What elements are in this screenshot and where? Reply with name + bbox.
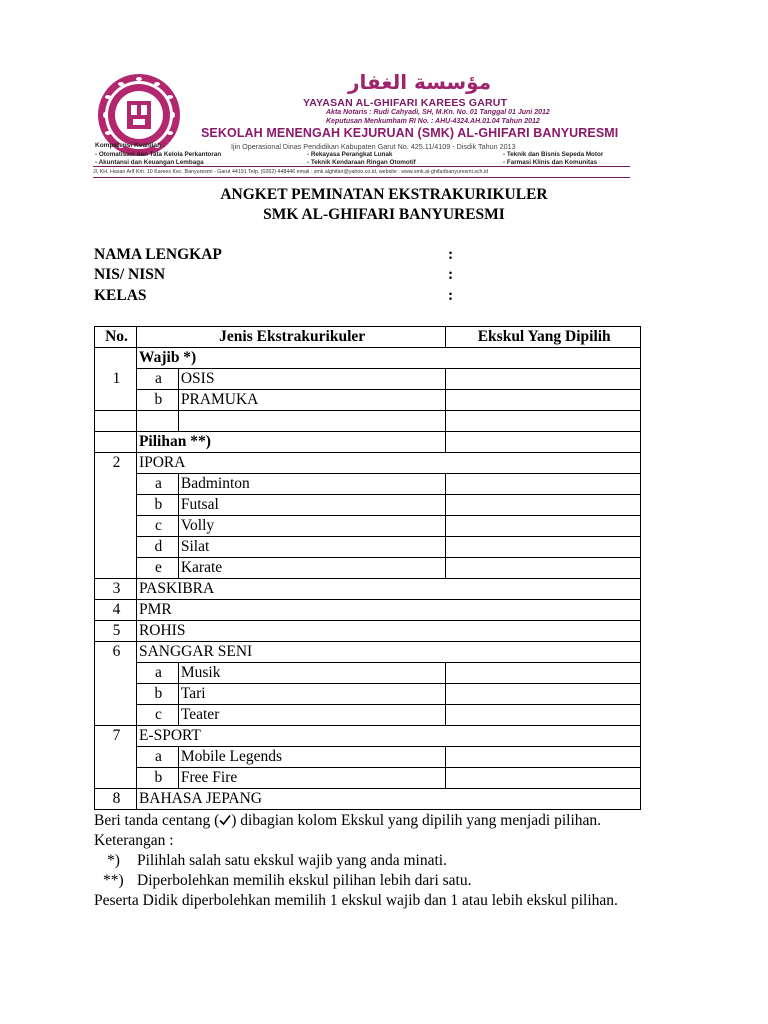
operational-permit: Ijin Operasional Dinas Pendidikan Kabupaten Garut No. 425.11/4109 - Disdik Tahun 2013 (231, 142, 516, 151)
row-letter: a (136, 747, 178, 768)
row-letter: b (136, 768, 178, 789)
section-row-pilihan (95, 432, 641, 453)
selection-cell[interactable] (446, 705, 641, 726)
ministry-decree: Keputusan Menkumham RI No. : AHU-4324.AH.01.04 Tahun 2012 (326, 118, 540, 125)
field-label-nis: NIS/ NISN (94, 266, 166, 283)
table-row (95, 600, 641, 621)
table-row (95, 642, 641, 663)
selection-cell[interactable] (446, 369, 641, 390)
row-number: 5 (95, 621, 137, 642)
selection-cell[interactable] (446, 516, 641, 537)
table-row (95, 516, 641, 537)
activity-name: Volly (178, 516, 446, 537)
activity-name: Tari (178, 684, 446, 705)
table-header-row (95, 327, 641, 348)
selection-cell[interactable] (446, 663, 641, 684)
header-activity: Jenis Ekstrakurikuler (136, 327, 445, 348)
table-row (95, 663, 641, 684)
competency-item: - Teknik Kendaraan Ringan Otomotif (307, 159, 416, 166)
school-address: Jl. KH. Hasan Arif Km. 10 Karees Kec. Banyuresmi - Garut 44191 Telp. (0262) 448446 email : smk.alghifari@yahoo.co.id, website : www.smk.al-ghifaribanyuresmi.sch.id (93, 169, 489, 175)
activity-name: PMR (136, 600, 640, 621)
section-label-wajib: Wajib *) (136, 348, 640, 369)
notes-heading: Keterangan : (94, 832, 174, 849)
note-marker: *) (107, 852, 120, 869)
row-letter: b (136, 495, 178, 516)
activity-group-name: E-SPORT (136, 726, 640, 747)
field-colon: : (448, 246, 454, 263)
activity-group-name: IPORA (136, 453, 640, 474)
selection-cell[interactable] (446, 411, 641, 432)
activity-name: Musik (178, 663, 446, 684)
final-note: Peserta Didik diperbolehkan memilih 1 ekskul wajib dan 1 atau lebih ekskul pilihan. (94, 892, 618, 909)
note-marker: **) (103, 872, 124, 889)
header-selected: Ekskul Yang Dipilih (446, 327, 641, 348)
table-row (95, 621, 641, 642)
row-letter: e (136, 558, 178, 579)
table-row (95, 684, 641, 705)
competency-item: - Akuntansi dan Keuangan Lembaga (95, 159, 204, 166)
letterhead-divider (93, 166, 630, 167)
row-letter: d (136, 537, 178, 558)
row-number: 7 (95, 726, 137, 747)
table-row-blank (95, 411, 641, 432)
competency-label: Kompetensi Keahlian : (95, 142, 166, 149)
activity-group-name: SANGGAR SENI (136, 642, 640, 663)
selection-cell[interactable] (446, 558, 641, 579)
activity-name: ROHIS (136, 621, 640, 642)
selection-cell[interactable] (446, 495, 641, 516)
field-colon: : (448, 266, 454, 283)
row-letter: a (136, 369, 178, 390)
activity-name: Free Fire (178, 768, 446, 789)
selection-cell[interactable] (446, 747, 641, 768)
table-row (95, 789, 641, 810)
selection-cell[interactable] (446, 432, 641, 453)
row-letter: b (136, 390, 178, 411)
table-row (95, 390, 641, 411)
instruction-text: Beri tanda centang ( ) dibagian kolom Ekskul yang dipilih yang menjadi pilihan. (94, 812, 602, 829)
foundation-name: YAYASAN AL-GHIFARI KAREES GARUT (303, 97, 508, 109)
extracurricular-table (94, 326, 641, 810)
activity-name: Futsal (178, 495, 446, 516)
selection-cell[interactable] (446, 768, 641, 789)
row-number: 1 (95, 369, 137, 390)
activity-name: Teater (178, 705, 446, 726)
checkmark-icon (219, 814, 231, 826)
activity-name: Karate (178, 558, 446, 579)
table-row (95, 747, 641, 768)
school-name: SEKOLAH MENENGAH KEJURUAN (SMK) AL-GHIFARI BANYURESMI (201, 126, 619, 140)
activity-name: Silat (178, 537, 446, 558)
row-number: 8 (95, 789, 137, 810)
row-number: 6 (95, 642, 137, 663)
competency-item: - Rekayasa Perangkat Lunak (307, 151, 393, 158)
selection-cell[interactable] (446, 537, 641, 558)
activity-name: PRAMUKA (178, 390, 446, 411)
table-row (95, 453, 641, 474)
activity-name: Mobile Legends (178, 747, 446, 768)
competency-item: - Otomatisasi dan Tata Kelola Perkantoran (95, 151, 222, 158)
row-number: 3 (95, 579, 137, 600)
header-no: No. (95, 327, 137, 348)
row-letter: c (136, 705, 178, 726)
table-row (95, 705, 641, 726)
foundation-arabic-name: مؤسسة الغفار (348, 70, 492, 94)
table-row (95, 768, 641, 789)
field-colon: : (448, 287, 454, 304)
section-label-pilihan: Pilihan **) (136, 432, 445, 453)
table-row (95, 495, 641, 516)
row-number: 4 (95, 600, 137, 621)
field-label-class: KELAS (94, 287, 147, 304)
section-row-wajib (95, 348, 641, 369)
table-row (95, 474, 641, 495)
table-row (95, 726, 641, 747)
competency-item: - Farmasi Klinis dan Komunitas (503, 159, 598, 166)
note-text: Pilihlah salah satu ekskul wajib yang anda minati. (137, 852, 447, 869)
selection-cell[interactable] (446, 474, 641, 495)
activity-name: BAHASA JEPANG (136, 789, 640, 810)
field-label-name: NAMA LENGKAP (94, 246, 222, 263)
activity-name: OSIS (178, 369, 446, 390)
competency-item: - Teknik dan Bisnis Sepeda Motor (503, 151, 604, 158)
activity-name: Badminton (178, 474, 446, 495)
row-letter: c (136, 516, 178, 537)
table-row (95, 558, 641, 579)
row-letter: a (136, 474, 178, 495)
survey-subtitle: SMK AL-GHIFARI BANYURESMI (263, 206, 505, 223)
row-letter: a (136, 663, 178, 684)
row-letter: b (136, 684, 178, 705)
survey-title: ANGKET PEMINATAN EKSTRAKURIKULER (220, 186, 548, 203)
table-row (95, 369, 641, 390)
row-number: 2 (95, 453, 137, 474)
activity-name: PASKIBRA (136, 579, 640, 600)
selection-cell[interactable] (446, 390, 641, 411)
selection-cell[interactable] (446, 684, 641, 705)
table-row (95, 579, 641, 600)
notary-deed: Akta Notaris : Rudi Cahyadi, SH, M.Kn. No. 01 Tanggal 01 Juni 2012 (326, 109, 550, 116)
letterhead-divider (93, 177, 630, 178)
table-row (95, 537, 641, 558)
letterhead (93, 70, 630, 180)
note-text: Diperbolehkan memilih ekskul pilihan lebih dari satu. (137, 872, 472, 889)
